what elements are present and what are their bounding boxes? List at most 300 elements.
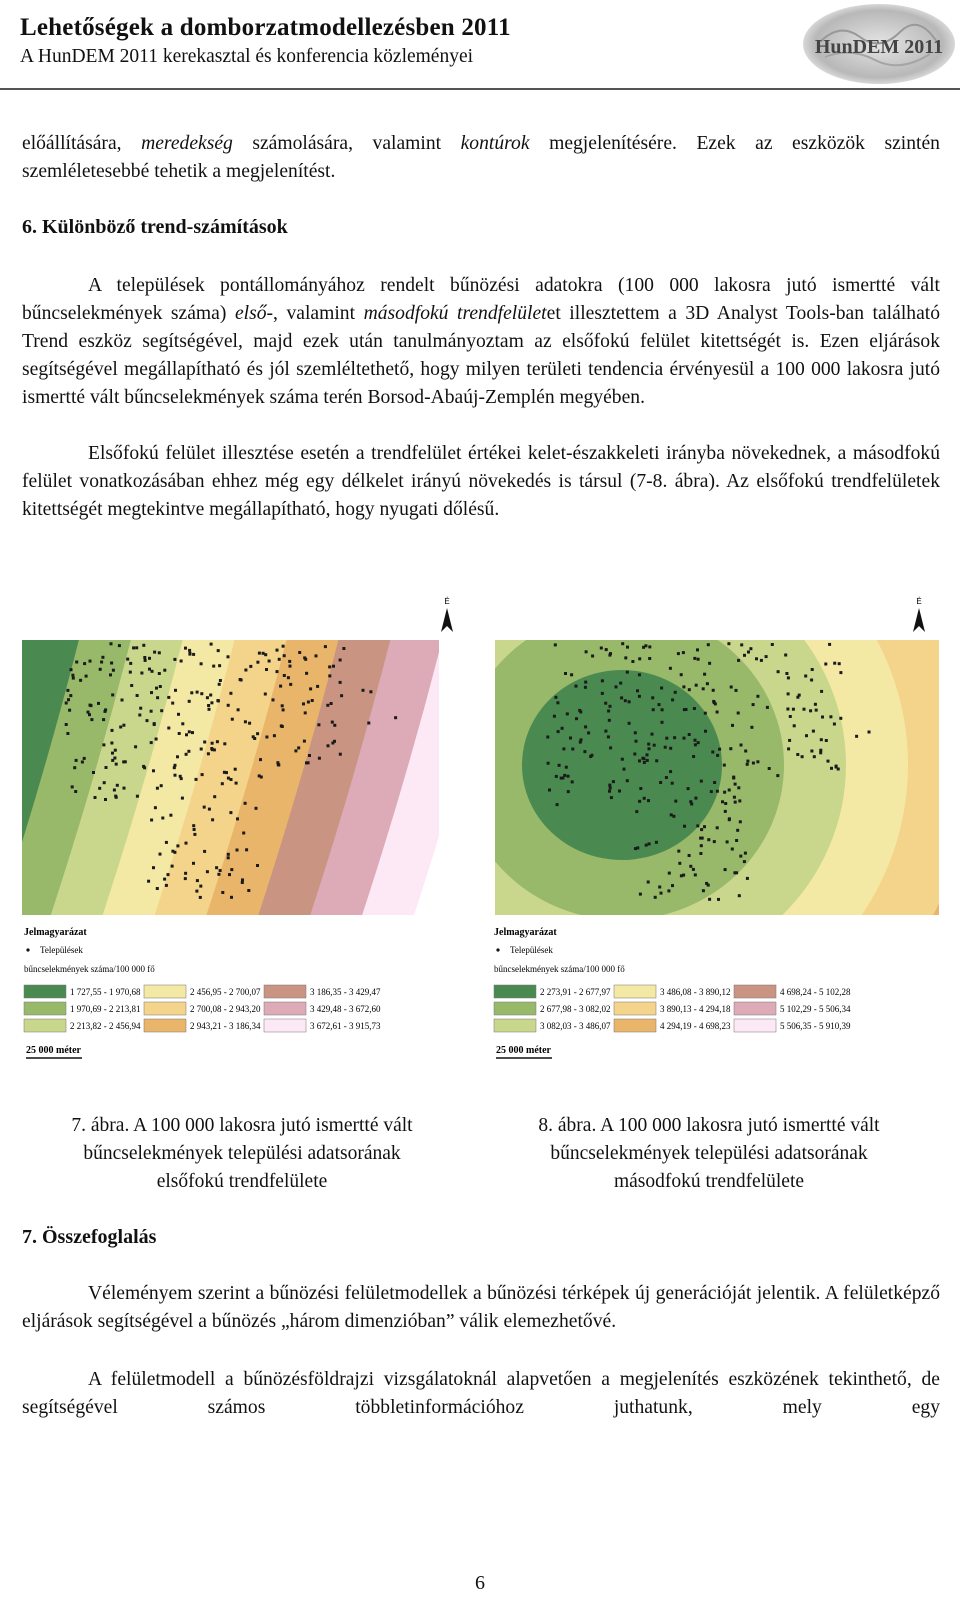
settlement-point [788,739,791,742]
settlement-point [626,779,629,782]
settlement-point [230,778,233,781]
settlement-point [724,802,727,805]
settlement-point [167,873,170,876]
legend-class-label: 2 213,82 - 2 456,94 [70,1021,141,1031]
settlement-point [621,642,624,645]
settlement-point [636,689,639,692]
settlement-point [689,865,692,868]
settlement-point [129,671,132,674]
settlement-point [302,702,305,705]
settlement-point [765,655,768,658]
figure-8 [492,590,940,1090]
figure-7 [22,590,462,1090]
settlement-point [796,753,799,756]
settlement-point [256,864,259,867]
page-header [0,0,960,92]
settlement-point [317,723,320,726]
settlement-point [153,722,156,725]
settlement-point [700,844,703,847]
settlement-point [734,783,737,786]
settlement-point [824,663,827,666]
settlement-point [99,668,102,671]
settlement-point [185,842,188,845]
legend-swatch [734,1002,776,1015]
settlement-point [167,696,170,699]
settlement-point [635,810,638,813]
settlement-point [735,839,738,842]
settlement-point [638,800,641,803]
settlement-point [669,770,672,773]
settlement-point [265,668,268,671]
figure-8-caption: 8. ábra. A 100 000 lakosra jutó ismertté vált bűncselekmények települési adatsorának másodfokú trendfelülete [538,1115,880,1192]
settlement-point [648,645,651,648]
legend-class-label: 3 429,48 - 3 672,60 [310,1004,381,1014]
legend-class-label: 1 727,55 - 1 970,68 [70,987,141,997]
settlement-point [820,690,823,693]
settlement-point [728,818,731,821]
settlement-point [281,704,284,707]
settlement-point [723,764,726,767]
settlement-point [87,711,90,714]
settlement-point [693,657,696,660]
settlement-point [185,753,188,756]
settlement-point [227,856,230,859]
settlement-point [643,761,646,764]
settlement-point [203,806,206,809]
settlement-point [255,807,258,810]
settlement-point [700,780,703,783]
settlement-point [737,712,740,715]
settlement-point [227,777,230,780]
settlement-point [97,702,100,705]
settlement-point [241,881,244,884]
settlement-point [139,707,142,710]
settlement-point [303,740,306,743]
settlement-point [555,775,558,778]
settlement-point [634,847,637,850]
settlement-point [803,708,806,711]
settlement-point [211,742,214,745]
settlement-point [601,679,604,682]
settlement-point [148,657,151,660]
settlement-point [820,738,823,741]
settlement-point [278,658,281,661]
settlement-point [237,708,240,711]
settlement-point [129,662,132,665]
settlement-point [659,781,662,784]
settlement-point [192,653,195,656]
legend-swatch [24,985,66,998]
legend-class-label: 3 082,03 - 3 486,07 [540,1021,611,1031]
settlement-point [615,685,618,688]
settlement-point [683,825,686,828]
legend-swatch [494,985,536,998]
settlement-point [210,701,213,704]
settlement-point [801,755,804,758]
settlement-point [342,647,345,650]
header-subtitle: A HunDEM 2011 kerekasztal és konferencia közleményei [20,46,474,67]
settlement-point [743,860,746,863]
settlement-point [256,732,259,735]
paragraph-5: A felületmodell a bűnözésföldrajzi vizsgálatoknál alapvetően a megjelenítés eszközének tekinthető, de segítségével számos többletinformációhoz juthatunk, mely egy [22,1369,940,1418]
settlement-point [784,654,787,657]
settlement-point [227,704,230,707]
legend-class-label: 3 672,61 - 3 915,73 [310,1021,381,1031]
settlement-point [554,696,557,699]
settlement-point [122,724,125,727]
settlement-point [589,755,592,758]
settlement-point [587,731,590,734]
settlement-point [199,885,202,888]
settlement-point [661,721,664,724]
settlement-point [324,645,327,648]
settlement-point [557,730,560,733]
settlement-point [248,722,251,725]
settlement-point [158,651,161,654]
settlement-point [855,735,858,738]
settlement-point [697,658,700,661]
settlement-point [760,659,763,662]
settlement-point [706,682,709,685]
settlement-point [563,774,566,777]
settlement-point [660,892,663,895]
settlement-point [570,673,573,676]
settlement-point [704,730,707,733]
settlement-point [829,715,832,718]
settlement-point [735,689,738,692]
settlement-point [638,759,641,762]
settlement-point [624,656,627,659]
settlement-point [210,643,213,646]
settlement-point [264,653,267,656]
settlement-point [287,676,290,679]
settlement-point [217,649,220,652]
settlement-point [211,818,214,821]
settlement-point [768,767,771,770]
settlement-point [70,668,73,671]
settlement-point [160,709,163,712]
settlement-point [66,689,69,692]
settlement-point [584,681,587,684]
settlement-point [712,689,715,692]
scale-bar-label: 25 000 méter [26,1045,81,1056]
settlement-point [608,654,611,657]
settlement-point [209,694,212,697]
settlement-point [161,817,164,820]
settlement-point [191,731,194,734]
settlement-point [103,781,106,784]
settlement-point [833,723,836,726]
legend-swatch [264,1002,306,1015]
settlement-point [655,759,658,762]
settlement-point [828,643,831,646]
settlement-point [328,665,331,668]
legend-class-label: 4 294,19 - 4 698,23 [660,1021,731,1031]
legend-class-label: 2 273,91 - 2 677,97 [540,987,611,997]
settlement-point [147,880,150,883]
settlement-point [188,730,191,733]
settlement-point [244,669,247,672]
settlement-point [193,833,196,836]
settlement-point [766,706,769,709]
legend-point-symbol [496,948,499,951]
settlement-point [677,850,680,853]
settlement-point [584,725,587,728]
settlement-point [668,872,671,875]
settlement-point [189,652,192,655]
settlement-point [739,855,742,858]
settlement-point [200,692,203,695]
settlement-point [98,787,101,790]
settlement-point [304,711,307,714]
settlement-point [188,649,191,652]
settlement-point [814,703,817,706]
settlement-point [605,648,608,651]
settlement-point [273,734,276,737]
settlement-point [688,854,691,857]
settlement-point [756,760,759,763]
settlement-point [569,737,572,740]
settlement-point [218,664,221,667]
settlement-point [163,669,166,672]
settlement-point [331,742,334,745]
settlement-point [227,655,230,658]
settlement-point [785,672,788,675]
settlement-point [297,746,300,749]
figure-7-caption: 7. ábra. A 100 000 lakosra jutó ismertté vált bűncselekmények települési adatsorának elsőfokú trendfelülete [71,1115,413,1192]
settlement-point [276,670,279,673]
settlement-point [89,704,92,707]
logo-text: HunDEM 2011 [814,36,944,58]
settlement-point [85,675,88,678]
settlement-point [169,814,172,817]
settlement-point [211,748,214,751]
settlement-point [643,797,646,800]
settlement-point [677,652,680,655]
svg-text:É: É [444,597,450,606]
settlement-point [73,766,76,769]
settlement-point [256,661,259,664]
legend-swatch [494,1002,536,1015]
legend-class-label: 3 890,13 - 4 294,18 [660,1004,731,1014]
settlement-point [813,755,816,758]
settlement-point [607,710,610,713]
settlement-point [171,865,174,868]
settlement-point [289,683,292,686]
settlement-point [318,757,321,760]
settlement-point [200,662,203,665]
legend-swatch [264,985,306,998]
settlement-point [731,848,734,851]
settlement-point [165,841,168,844]
settlement-point [340,694,343,697]
settlement-point [119,726,122,729]
settlement-point [307,701,310,704]
settlement-point [331,721,334,724]
settlement-point [658,886,661,889]
settlement-point [115,796,118,799]
settlement-point [212,665,215,668]
settlement-point [280,724,283,727]
settlement-point [723,791,726,794]
settlement-point [601,692,604,695]
legend-swatch [24,1019,66,1032]
settlement-point [279,685,282,688]
settlement-point [160,784,163,787]
legend-points-label: Települések [510,945,553,955]
settlement-point [221,782,224,785]
settlement-point [332,665,335,668]
settlement-point [743,654,746,657]
settlement-point [90,718,93,721]
settlement-point [184,877,187,880]
settlement-point [307,761,310,764]
settlement-point [667,889,670,892]
settlement-point [702,687,705,690]
settlement-point [132,646,135,649]
settlement-point [713,840,716,843]
settlement-point [102,718,105,721]
settlement-point [787,747,790,750]
legend-class-label: 3 186,35 - 3 429,47 [310,987,381,997]
settlement-point [653,744,656,747]
settlement-point [327,744,330,747]
settlement-point [809,709,812,712]
settlement-point [624,699,627,702]
settlement-point [584,686,587,689]
settlement-point [192,862,195,865]
legend-swatch [264,1019,306,1032]
settlement-point [699,837,702,840]
settlement-point [110,642,113,645]
settlement-point [608,784,611,787]
settlement-point [750,726,753,729]
legend-swatch [614,1002,656,1015]
settlement-point [111,729,114,732]
settlement-point [228,873,231,876]
settlement-point [647,881,650,884]
settlement-point [694,797,697,800]
settlement-point [583,750,586,753]
settlement-point [665,776,668,779]
settlement-point [236,849,239,852]
settlement-point [174,689,177,692]
figure-7-map [22,590,462,1090]
settlement-point [825,739,828,742]
settlement-point [634,731,637,734]
settlement-point [812,730,815,733]
legend-point-symbol [26,948,29,951]
settlement-point [682,874,685,877]
settlement-point [100,661,103,664]
settlement-point [88,713,91,716]
legend-swatch [494,1019,536,1032]
settlement-point [561,777,564,780]
settlement-point [771,643,774,646]
settlement-point [651,696,654,699]
settlement-point [217,873,220,876]
settlement-point [692,868,695,871]
settlement-point [729,747,732,750]
settlement-point [196,879,199,882]
settlement-point [558,764,561,767]
settlement-point [671,884,674,887]
settlement-point [207,752,210,755]
settlement-point [646,753,649,756]
settlement-point [708,662,711,665]
settlement-point [628,700,631,703]
settlement-point [208,808,211,811]
svg-text:É: É [916,597,922,606]
settlement-point [699,852,702,855]
settlement-point [171,850,174,853]
settlement-point [704,712,707,715]
settlement-point [712,700,715,703]
settlement-point [669,667,672,670]
settlement-point [176,755,179,758]
settlement-point [109,673,112,676]
settlement-point [707,838,710,841]
settlement-point [670,813,673,816]
settlement-point [150,819,153,822]
settlement-point [740,744,743,747]
settlement-point [289,665,292,668]
settlement-point [180,660,183,663]
legend-swatch [734,1019,776,1032]
settlement-point [126,658,129,661]
settlement-point [192,824,195,827]
settlement-point [268,660,271,663]
settlement-point [216,740,219,743]
settlement-point [247,889,250,892]
settlement-point [839,717,842,720]
legend-class-label: 5 506,35 - 5 910,39 [780,1021,851,1031]
settlement-point [159,853,162,856]
settlement-point [101,656,104,659]
settlement-point [230,868,233,871]
settlement-point [687,787,690,790]
settlement-point [277,764,280,767]
settlement-point [174,774,177,777]
settlement-point [123,787,126,790]
settlement-point [585,650,588,653]
settlement-point [113,789,116,792]
settlement-point [696,648,699,651]
paragraph-2: A települések pontállományához rendelt bűnözési adatokra (100 000 lakosra jutó ismertté vált bűncselekmények száma) első-, valamint másodfokú trendfelületet illesztettem a 3D Analyst Tools-ban található Trend eszköz segítségével, majd ezek után tanulmányoztam az elsőfokú felület kitettségét is. Ezen eljárások segítségével megállapítható és jól szemléltethető, hogy milyen területi tendencia érvényesül a 100 000 lakosra jutó ismertté vált bűncselekmények száma terén Borsod-Abaúj-Zemplén megyében. [22,275,941,408]
settlement-point [732,777,735,780]
page-number: 6 [475,1572,485,1594]
settlement-point [798,694,801,697]
settlement-point [152,866,155,869]
settlement-point [330,702,333,705]
paragraph-1: előállítására, meredekség számolására, valamint kontúrok megjelenítésére. Ezek az eszközök szintén szemléletesebbé tehetik a megjelenítést. [22,133,940,182]
settlement-point [638,673,641,676]
settlement-point [167,727,170,730]
settlement-point [608,719,611,722]
settlement-point [65,702,68,705]
settlement-point [776,774,779,777]
settlement-point [655,841,658,844]
settlement-point [810,679,813,682]
settlement-point [140,672,143,675]
settlement-point [163,878,166,881]
legend-field-label: bűncselekmények száma/100 000 fő [494,964,625,974]
settlement-point [235,782,238,785]
settlement-point [283,654,286,657]
settlement-point [604,730,607,733]
settlement-point [752,762,755,765]
settlement-point [219,869,222,872]
